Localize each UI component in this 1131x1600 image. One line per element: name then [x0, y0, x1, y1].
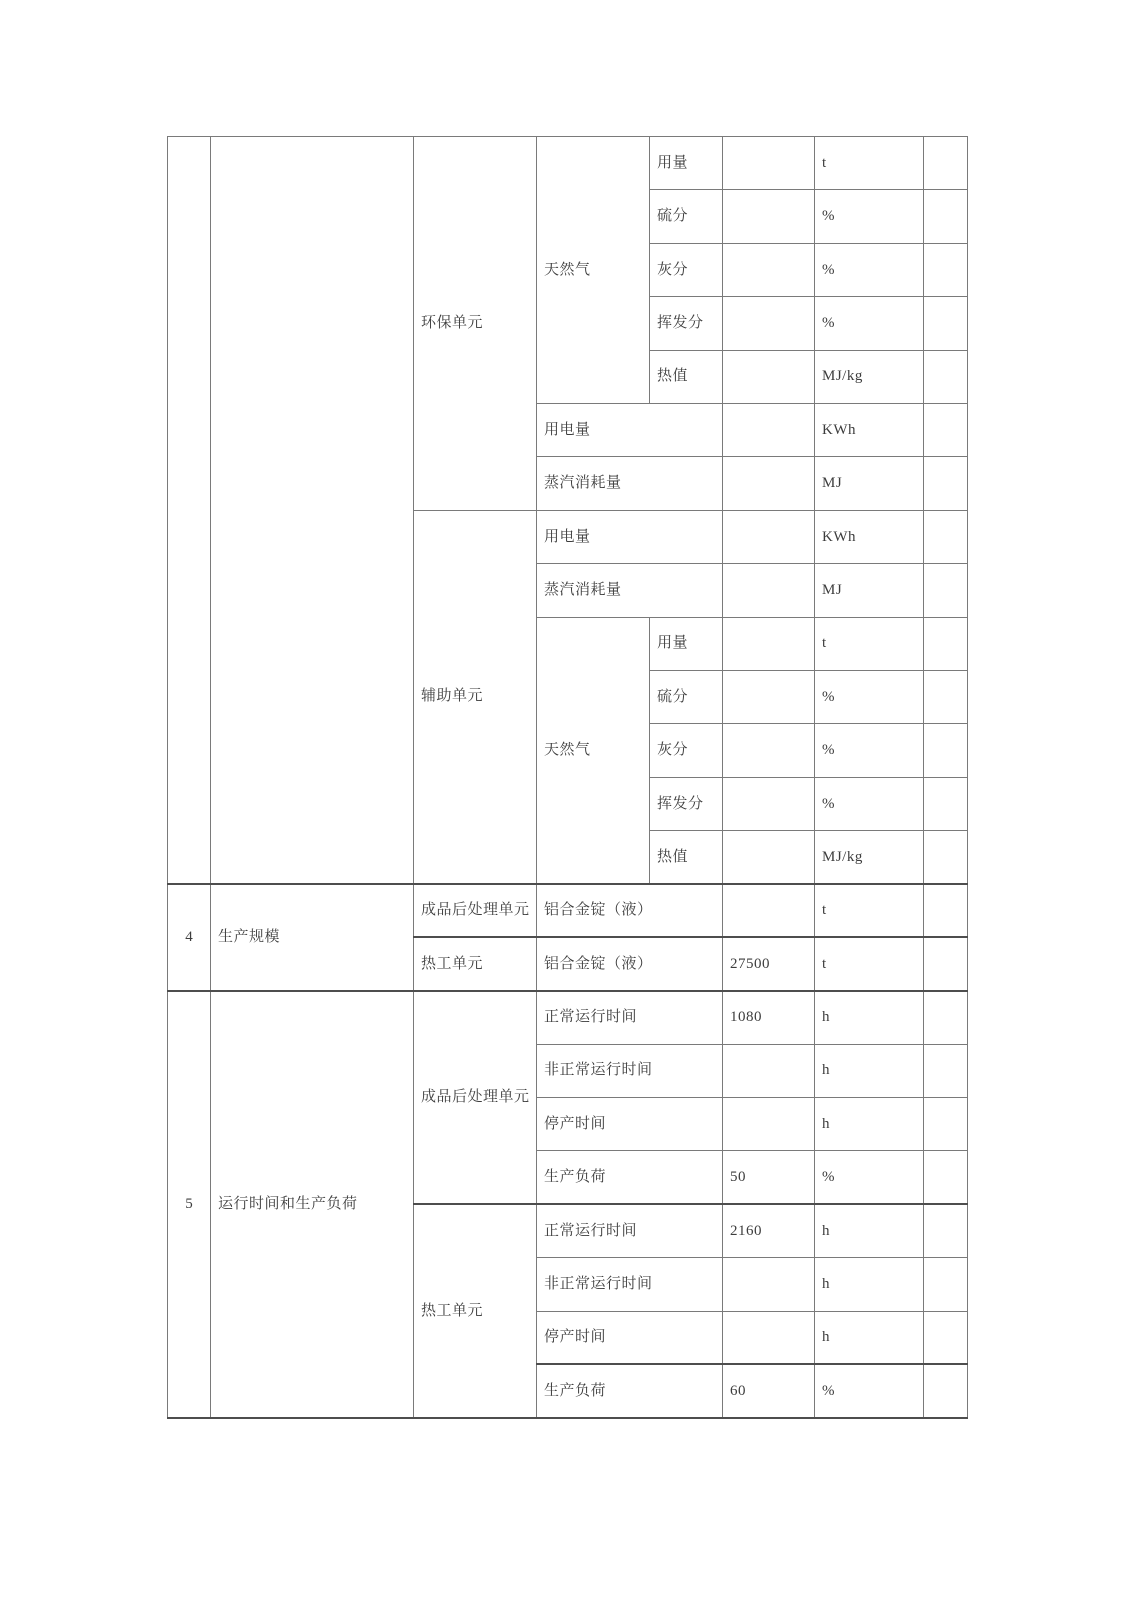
cell-unit-aux: 辅助单元 — [414, 510, 537, 884]
cell-value: 50 — [723, 1151, 815, 1204]
cell-value — [723, 190, 815, 243]
cell-uom: % — [815, 190, 924, 243]
cell-uom: h — [815, 1258, 924, 1311]
cell-item-name: 正常运行时间 — [537, 991, 723, 1044]
cell-item-gas: 天然气 — [537, 137, 650, 404]
cell-extra — [924, 243, 968, 296]
cell-uom: % — [815, 777, 924, 830]
table-row — [168, 991, 968, 1044]
cell-value — [723, 564, 815, 617]
cell-uom: t — [815, 137, 924, 190]
cell-value: 1080 — [723, 991, 815, 1044]
cell-row-number: 4 — [168, 884, 211, 991]
cell-value — [723, 617, 815, 670]
cell-uom: KWh — [815, 403, 924, 456]
cell-extra — [924, 1044, 968, 1097]
cell-item-name: 停产时间 — [537, 1311, 723, 1364]
cell-value — [723, 350, 815, 403]
cell-extra — [924, 1204, 968, 1257]
cell-unit-name: 成品后处理单元 — [414, 884, 537, 937]
cell-extra — [924, 1364, 968, 1417]
cell-uom: % — [815, 670, 924, 723]
cell-uom: % — [815, 724, 924, 777]
cell-extra — [924, 670, 968, 723]
cell-value — [723, 243, 815, 296]
cell-category: 运行时间和生产负荷 — [211, 991, 414, 1418]
cell-item-name: 铝合金锭（液） — [537, 937, 723, 990]
cell-uom: h — [815, 1044, 924, 1097]
cell-uom: % — [815, 1364, 924, 1417]
cell-extra — [924, 1311, 968, 1364]
cell-subitem: 硫分 — [650, 670, 723, 723]
cell-value — [723, 1044, 815, 1097]
cell-extra — [924, 724, 968, 777]
cell-value — [723, 831, 815, 884]
cell-extra — [924, 1258, 968, 1311]
table-row — [168, 884, 968, 937]
cell-extra — [924, 350, 968, 403]
cell-extra — [924, 510, 968, 563]
cell-value — [723, 884, 815, 937]
cell-subitem: 挥发分 — [650, 777, 723, 830]
cell-value — [723, 670, 815, 723]
cell-subitem: 用量 — [650, 617, 723, 670]
cell-subitem: 热值 — [650, 831, 723, 884]
cell-uom: MJ/kg — [815, 350, 924, 403]
cell-value — [723, 1098, 815, 1151]
cell-item-steam: 蒸汽消耗量 — [537, 564, 723, 617]
cell-item-name: 正常运行时间 — [537, 1204, 723, 1257]
cell-category-blank — [211, 137, 414, 884]
cell-item-name: 非正常运行时间 — [537, 1044, 723, 1097]
cell-extra — [924, 937, 968, 990]
cell-uom: t — [815, 884, 924, 937]
cell-uom: MJ — [815, 457, 924, 510]
cell-uom: % — [815, 243, 924, 296]
cell-extra — [924, 831, 968, 884]
cell-value: 2160 — [723, 1204, 815, 1257]
cell-item-name: 停产时间 — [537, 1098, 723, 1151]
cell-subitem: 挥发分 — [650, 297, 723, 350]
table-row — [168, 137, 968, 190]
cell-uom: h — [815, 1311, 924, 1364]
cell-subitem: 热值 — [650, 350, 723, 403]
cell-no-blank — [168, 137, 211, 884]
cell-unit-name: 热工单元 — [414, 937, 537, 990]
cell-subitem: 硫分 — [650, 190, 723, 243]
cell-uom: t — [815, 937, 924, 990]
cell-extra — [924, 403, 968, 456]
cell-extra — [924, 190, 968, 243]
cell-value — [723, 297, 815, 350]
cell-item-gas: 天然气 — [537, 617, 650, 884]
cell-uom: % — [815, 297, 924, 350]
cell-value — [723, 457, 815, 510]
cell-extra — [924, 297, 968, 350]
cell-extra — [924, 777, 968, 830]
cell-value: 27500 — [723, 937, 815, 990]
cell-extra — [924, 457, 968, 510]
cell-subitem: 灰分 — [650, 243, 723, 296]
cell-subitem: 灰分 — [650, 724, 723, 777]
cell-uom: MJ/kg — [815, 831, 924, 884]
spec-table — [167, 136, 968, 1419]
cell-uom: h — [815, 1098, 924, 1151]
cell-value — [723, 777, 815, 830]
cell-extra — [924, 991, 968, 1044]
cell-extra — [924, 137, 968, 190]
cell-item-name: 生产负荷 — [537, 1364, 723, 1417]
cell-item-name: 铝合金锭（液） — [537, 884, 723, 937]
cell-row-number: 5 — [168, 991, 211, 1418]
cell-unit-name: 热工单元 — [414, 1204, 537, 1418]
cell-value: 60 — [723, 1364, 815, 1417]
cell-category: 生产规模 — [211, 884, 414, 991]
cell-uom: MJ — [815, 564, 924, 617]
cell-value — [723, 403, 815, 456]
cell-uom: % — [815, 1151, 924, 1204]
cell-unit-env: 环保单元 — [414, 137, 537, 511]
cell-item-steam: 蒸汽消耗量 — [537, 457, 723, 510]
cell-extra — [924, 1098, 968, 1151]
cell-extra — [924, 884, 968, 937]
cell-subitem: 用量 — [650, 137, 723, 190]
cell-uom: h — [815, 1204, 924, 1257]
cell-extra — [924, 617, 968, 670]
cell-uom: t — [815, 617, 924, 670]
cell-value — [723, 510, 815, 563]
cell-item-name: 生产负荷 — [537, 1151, 723, 1204]
cell-uom: h — [815, 991, 924, 1044]
cell-value — [723, 1258, 815, 1311]
cell-extra — [924, 564, 968, 617]
cell-value — [723, 137, 815, 190]
cell-item-electricity: 用电量 — [537, 403, 723, 456]
cell-unit-name: 成品后处理单元 — [414, 991, 537, 1205]
cell-item-name: 非正常运行时间 — [537, 1258, 723, 1311]
cell-uom: KWh — [815, 510, 924, 563]
cell-item-electricity: 用电量 — [537, 510, 723, 563]
cell-value — [723, 724, 815, 777]
cell-extra — [924, 1151, 968, 1204]
cell-value — [723, 1311, 815, 1364]
